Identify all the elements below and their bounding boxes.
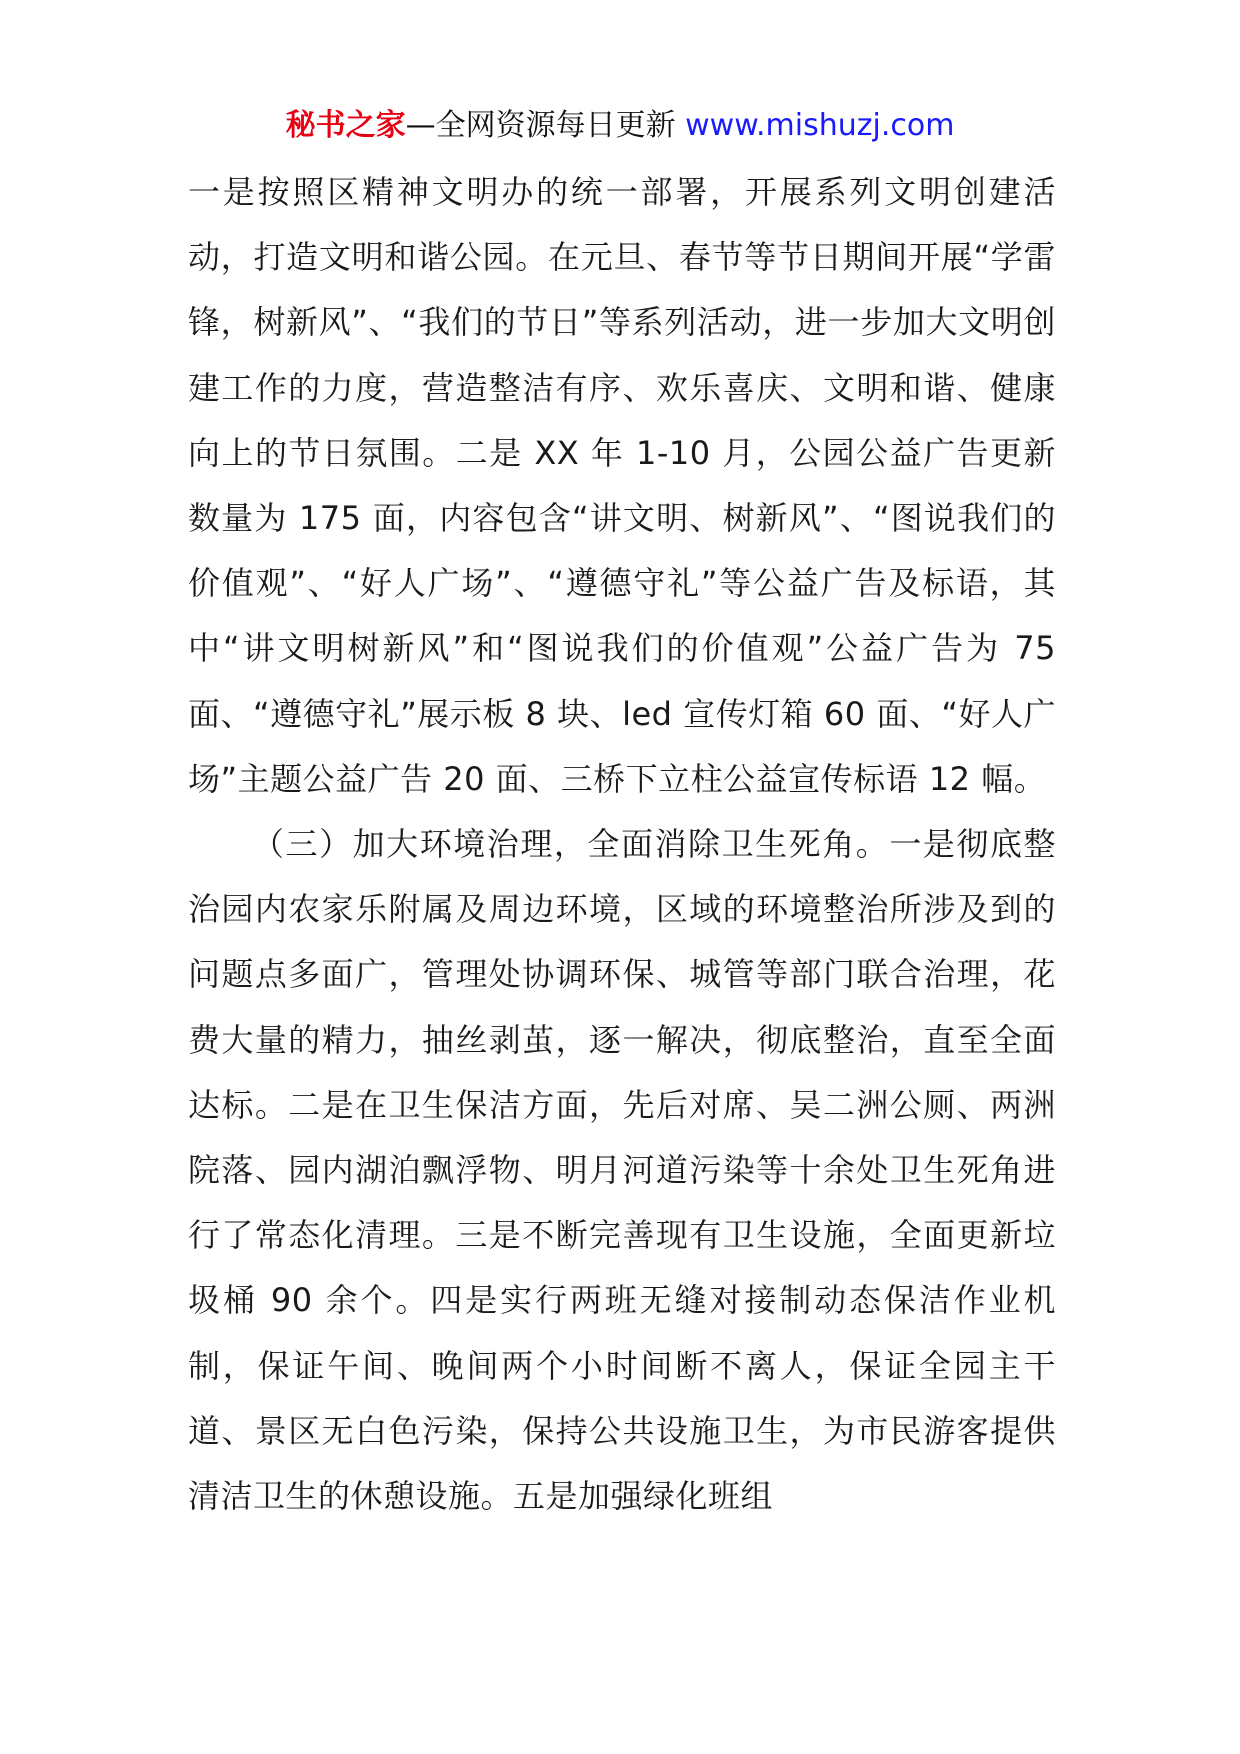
- document-body: [188, 160, 1056, 1529]
- website-url[interactable]: www.mishuzj.com: [685, 108, 955, 143]
- body-paragraph: 一是按照区精神文明办的统一部署，开展系列文明创建活动，打造文明和谐公园。在元旦、春节等节日期间开展“学雷锋，树新风”、“我们的节日”等系列活动，进一步加大文明创建工作的力度，营造整洁有序、欢乐喜庆、文明和谐、健康向上的节日氛围。二是 XX 年 1-10 月，公园公益广告更新数量为 175 面，内容包含“讲文明、树新风”、“图说我们的价值观”、“好人广场”、“遵德守礼”等公益广告及标语，其中“讲文明树新风”和“图说我们的价值观”公益广告为 75 面、“遵德守礼”展示板 8 块、led 宣传灯箱 60 面、“好人广场”主题公益广告 20 面、三桥下立柱公益宣传标语 12 幅。: [188, 173, 1056, 798]
- page-header: [0, 104, 1240, 148]
- section-paragraph: （三）加大环境治理，全面消除卫生死角。一是彻底整治园内农家乐附属及周边环境，区域的环境整治所涉及到的问题点多面广，管理处协调环保、城管等部门联合治理，花费大量的精力，抽丝剥茧，逐一解决，彻底整治，直至全面达标。二是在卫生保洁方面，先后对席、吴二洲公厕、两洲院落、园内湖泊飘浮物、明月河道污染等十余处卫生死角进行了常态化清理。三是不断完善现有卫生设施，全面更新垃圾桶 90 余个。四是实行两班无缝对接制动态保洁作业机制，保证午间、晚间两个小时间断不离人，保证全园主干道、景区无白色污染，保持公共设施卫生，为市民游客提供清洁卫生的休憩设施。五是加强绿化班组: [188, 825, 1056, 1516]
- brand-name: 秘书之家: [285, 108, 406, 143]
- header-tagline: —全网资源每日更新: [405, 108, 686, 143]
